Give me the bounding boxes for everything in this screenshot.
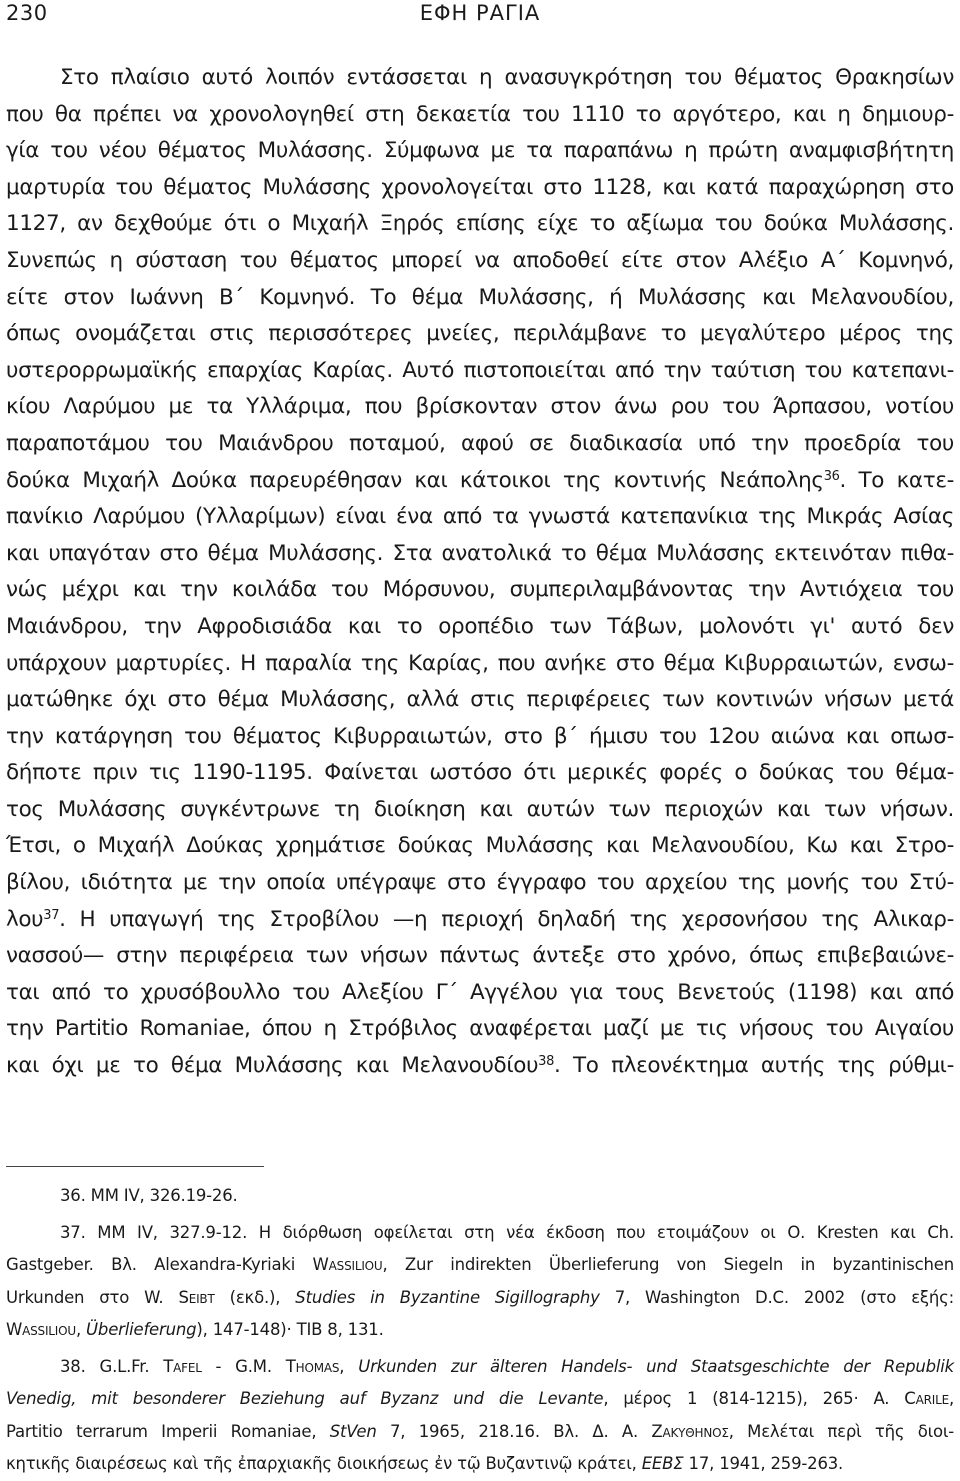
text-line: την Partitio Romaniae, όπου η Στρόβιλος αναφέρεται μαζί με τις νήσους του Αιγαίου: [6, 1016, 954, 1042]
text-segment: ,: [339, 1356, 359, 1376]
text-line: παραποτάμου του Μαιάνδρου ποταμού, αφού σε διαδικασία υπό την προεδρία του: [6, 430, 954, 456]
short-title: Überlieferung: [86, 1320, 197, 1339]
text-segment: , Zur indirekten Überlieferung von Siegeln in byzantinischen: [382, 1255, 955, 1274]
text-line: δήποτε πριν τις 1190-1195. Φαίνεται ωστόσο ότι μερικές φορές ο δούκας του θέμα-: [6, 760, 954, 786]
text-line: [6, 463, 954, 500]
footnote-ref-37[interactable]: 37: [43, 907, 60, 923]
text-line: βίλου, ιδιότητα με την οποία υπέγραψε στο έγγραφο του αρχείου της μονής του Στύ-: [6, 870, 954, 896]
text-line: ται από το χρυσόβουλλο του Αλεξίου Γ΄ Αγγέλου για τους Βενετούς (1198) και από: [6, 979, 954, 1005]
text-segment: και όχι με το θέμα Μυλάσσης και Μελανουδίου: [6, 1053, 539, 1079]
footnotes: [6, 1180, 954, 1481]
text-segment: 7, Washington D.C. 2002 (στο εξής:: [599, 1287, 955, 1307]
text-line: γία του νέου θέματος Μυλάσσης. Σύμφωνα με τα παραπάνω η πρώτη αναμφισβήτητη: [6, 138, 954, 164]
text-segment: , Μελέται περὶ τῆς διοι-: [728, 1421, 955, 1441]
footnote-38-line: [6, 1416, 954, 1449]
text-segment: , μέρος 1 (814-1215), 265· A.: [603, 1389, 890, 1408]
text-line: υστερορρωμαϊκής επαρχίας Καρίας. Αυτό πιστοποιείται από την ταύτιση του κατεπανι-: [6, 357, 954, 383]
text-segment: . Το κατε-: [839, 467, 954, 493]
author-name: Wassiliou: [312, 1255, 383, 1274]
text-segment: δούκα Μιχαήλ Δούκα παρευρέθησαν και κάτοικοι της κοντινής Νεάπολης: [6, 467, 824, 493]
journal-title: ΕΕΒΣ: [641, 1454, 684, 1473]
footnote-37-line: [6, 1314, 954, 1347]
text-line: πανίκιο Λαρύμου (Υλλαρίμων) είναι ένα από τα γνωστά κατεπανίκια της Μικράς Ασίας: [6, 504, 954, 530]
text-line: την κατάργηση του θέματος Κιβυρραιωτών, στο β΄ ήμισυ του 12ου αιώνα και οπωσ-: [6, 723, 954, 749]
footnote-37-line: [6, 1249, 954, 1282]
text-segment: 7, 1965, 218.16. Βλ. Δ. Α.: [376, 1421, 638, 1441]
text-line: όπως ονομάζεται στις περισσότερες μνείες, περιλάμβανε το μεγαλύτερο μέρος της: [6, 321, 954, 347]
footnote-38-line: [6, 1383, 954, 1416]
text-line: υπάρχουν μαρτυρίες. Η παραλία της Καρίας, που ανήκε στο θέμα Κιβυρραιωτών, ενσω-: [6, 650, 954, 676]
text-line: κίου Λαρύμου με τα Υλλάριμα, που βρίσκονταν στον άνω ρου του Άρπασου, νοτίου: [6, 394, 954, 420]
book-title: Venedig, mit besonderer Beziehung auf Byzanz und die Levante: [6, 1389, 604, 1408]
text-segment: (εκδ.),: [214, 1287, 296, 1307]
text-line: νώς μέχρι και την κοιλάδα του Μόρσυνου, συμπεριλαμβάνοντας την Αντιόχεια του: [6, 577, 954, 603]
footnote-ref-36[interactable]: 36: [823, 468, 840, 484]
text-segment: ,: [75, 1320, 87, 1339]
page-number: 230: [6, 1, 48, 25]
text-line: Στο πλαίσιο αυτό λοιπόν εντάσσεται η ανασυγκρότηση του θέματος Θρακησίων: [60, 65, 954, 90]
text-line: Μαιάνδρου, την Αφροδισιάδα και το οροπέδιο των Τάβων, μολονότι γι' αυτό δεν: [6, 613, 954, 639]
author-name: Seibt: [178, 1287, 215, 1307]
footnote-38-line: [6, 1351, 954, 1384]
footnote-36: 36. MM IV, 326.19-26.: [60, 1186, 238, 1205]
text-line: [6, 1048, 954, 1085]
journal-title: StVen: [329, 1421, 377, 1441]
author-name: Wassiliou: [6, 1320, 76, 1339]
text-segment: Urkunden στο W.: [6, 1287, 164, 1307]
text-line: ματώθηκε όχι στο θέμα Μυλάσσης, αλλά στις περιφέρειες των κοντινών νήσων μετά: [6, 687, 954, 713]
text-line: είτε στον Ιωάννη Β΄ Κομνηνό. Το θέμα Μυλάσσης, ή Μυλάσσης και Μελανουδίου,: [6, 284, 954, 310]
text-line: μαρτυρία του θέματος Μυλάσσης χρονολογείται στο 1128, και κατά παραχώρηση στο: [6, 174, 954, 200]
footnote-37-line: 37. MM IV, 327.9-12. Η διόρθωση οφείλεται στη νέα έκδοση που ετοιμάζουν οι Ο. Kresten και Ch.: [60, 1222, 954, 1242]
text-segment: κητικῆς διαιρέσεως καὶ τῆς ἐπαρχιακῆς διοικήσεως ἐν τῷ Βυζαντινῷ κράτει,: [6, 1454, 642, 1473]
book-title: Studies in Byzantine Sigillography: [295, 1287, 600, 1307]
text-line: και υπαγόταν στο θέμα Μυλάσσης. Στα ανατολικά το θέμα Μυλάσσης εκτεινόταν πιθα-: [6, 540, 954, 566]
text-segment: 38. G.L.Fr.: [60, 1356, 150, 1376]
body-text: [6, 60, 954, 1085]
author-name: Ζακυθηνος: [651, 1421, 729, 1441]
text-line: νασσού— στην περιφέρεια των νήσων πάντως άντεξε στο χρόνο, όπως επιβεβαιώνε-: [6, 943, 954, 969]
text-line: που θα πρέπει να χρονολογηθεί στη δεκαετία του 1110 το αργότερο, και η δημιουρ-: [6, 101, 954, 127]
text-line: Έτσι, ο Μιχαήλ Δούκας χρημάτισε δούκας Μυλάσσης και Μελανουδίου, Κω και Στρο-: [6, 833, 954, 859]
text-segment: Partitio terrarum Imperii Romaniae,: [6, 1421, 330, 1441]
running-head: ΕΦΗ ΡΑΓΙΑ: [419, 1, 541, 25]
text-line: 1127, αν δεχθούμε ότι ο Μιχαήλ Ξηρός επίσης είχε το αξίωμα του δούκα Μυλάσσης.: [6, 211, 954, 237]
text-segment: 17, 1941, 259-263.: [683, 1454, 844, 1473]
book-title: Urkunden zur älteren Handels- und Staatsgeschichte der Republik: [358, 1356, 954, 1376]
text-line: [6, 902, 954, 939]
text-segment: ,: [948, 1389, 955, 1408]
text-line: τος Μυλάσσης συγκέντρωνε τη διοίκηση και αυτών των περιοχών και των νήσων.: [6, 796, 954, 822]
author-name: Thomas: [285, 1356, 340, 1376]
text-segment: . Το πλεονέκτημα αυτής της ρύθμι-: [554, 1053, 955, 1079]
text-line: Συνεπώς η σύσταση του θέματος μπορεί να αποδοθεί είτε στον Αλέξιο Α΄ Κομνηνό,: [6, 247, 954, 273]
author-name: Carile: [904, 1389, 949, 1408]
author-name: Tafel: [163, 1356, 202, 1376]
text-segment: - G.M.: [201, 1356, 272, 1376]
footnote-37-line: [6, 1282, 954, 1315]
footnote-38-line: [6, 1448, 954, 1481]
text-segment: . Η υπαγωγή της Στροβίλου —η περιοχή δηλαδή της χερσονήσου της Αλικαρ-: [59, 906, 954, 932]
text-segment: Gastgeber. Βλ. Alexandra-Kyriaki: [6, 1255, 296, 1274]
text-segment: ), 147-148)· TIB 8, 131.: [196, 1320, 384, 1339]
footnote-separator: [6, 1166, 264, 1167]
text-segment: λου: [6, 906, 44, 932]
footnote-ref-38[interactable]: 38: [538, 1054, 555, 1070]
